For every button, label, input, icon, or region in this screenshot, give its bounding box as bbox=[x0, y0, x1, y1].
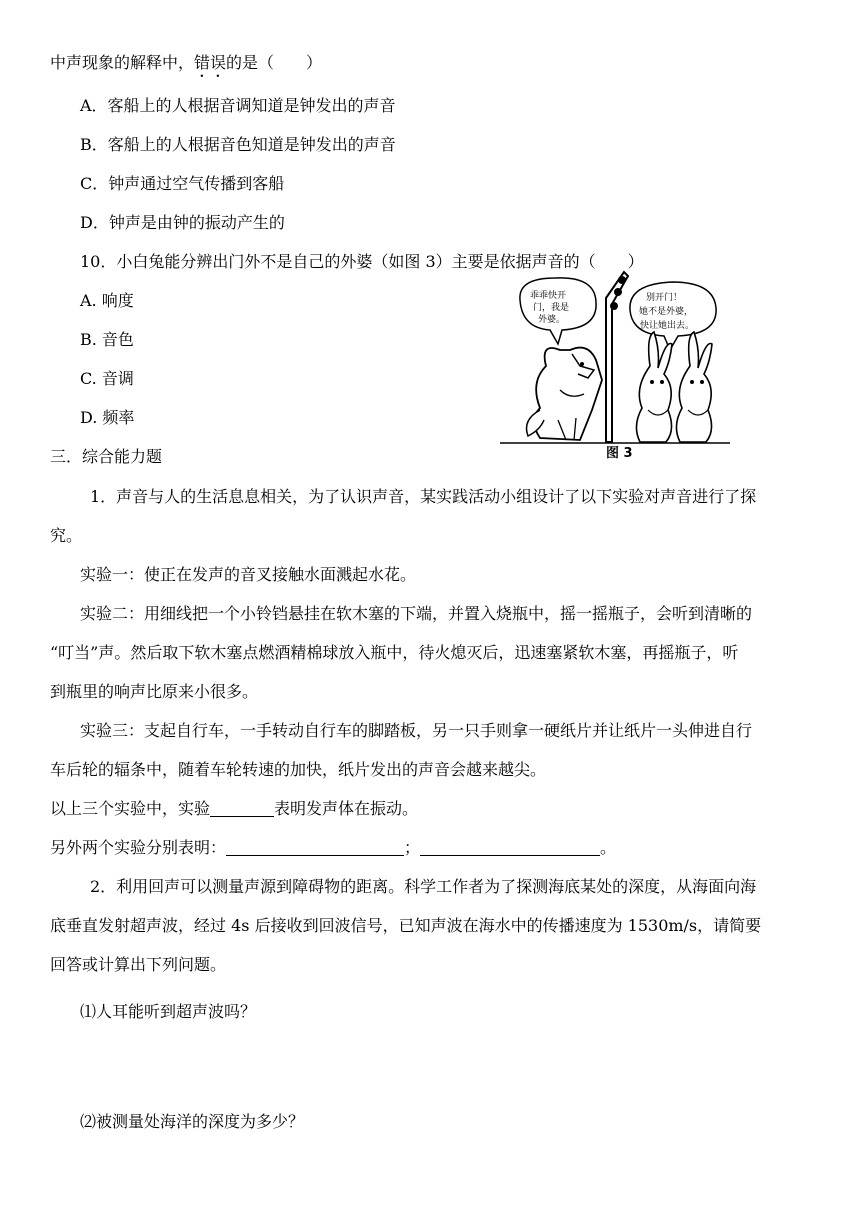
p1-answer-blank-3[interactable] bbox=[420, 839, 600, 856]
p1-experiment-2-line-1: 实验二：用细线把一个小铃铛悬挂在软木塞的下端，并置入烧瓶中，摇一摇瓶子，会听到清晰的 bbox=[80, 604, 753, 623]
p2-intro-line-3: 回答或计算出下列问题。 bbox=[50, 955, 227, 974]
figure-3-illustration bbox=[500, 270, 820, 465]
q9-stem-continued bbox=[50, 52, 322, 81]
q9-emphasis-word: 错误 bbox=[194, 53, 227, 72]
bubble-right-line-2: 她不是外婆， bbox=[639, 307, 694, 317]
p1-intro-line-1: 1．声音与人的生活息息相关，为了认识声音，某实践活动小组设计了以下实验对声音进行了探 bbox=[90, 487, 757, 506]
q10-stem: 10．小白兔能分辨出门外不是自己的外婆（如图 3）主要是依据声音的（ ） bbox=[80, 252, 644, 271]
bubble-left-line-2: 门，我是 bbox=[533, 303, 570, 313]
section-3-heading: 三．综合能力题 bbox=[50, 447, 163, 466]
q9-stem-part-b: 的是（ ） bbox=[226, 53, 323, 72]
p1-experiment-1: 实验一：使正在发声的音叉接触水面溅起水花。 bbox=[80, 565, 417, 584]
q9-option-a: A．客船上的人根据音调知道是钟发出的声音 bbox=[80, 96, 396, 115]
q9-option-c: C．钟声通过空气传播到客船 bbox=[80, 174, 285, 193]
q10-option-c: C. 音调 bbox=[80, 369, 134, 388]
q10-option-b: B. 音色 bbox=[80, 330, 134, 349]
wolf-and-rabbits-drawing bbox=[500, 270, 820, 465]
q10-option-a: A. 响度 bbox=[80, 291, 134, 310]
p1-fill-2-separator: ； bbox=[404, 838, 421, 857]
p1-experiment-3-line-1: 实验三：支起自行车，一手转动自行车的脚踏板，另一只手则拿一硬纸片并让纸片一头伸进自行 bbox=[80, 721, 753, 740]
p1-answer-blank-experiment[interactable] bbox=[210, 800, 274, 817]
p2-intro-line-1: 2．利用回声可以测量声源到障碍物的距离。科学工作者为了探测海底某处的深度，从海面向海 bbox=[90, 877, 757, 896]
p1-fill-line-1 bbox=[50, 798, 418, 820]
figure-3-caption: 图 3 bbox=[606, 446, 633, 461]
p2-sub-question-2: ⑵被测量处海洋的深度为多少？ bbox=[80, 1112, 305, 1131]
bubble-left-line-3: 外婆。 bbox=[538, 315, 566, 325]
bubble-left-line-1: 乖乖快开 bbox=[530, 291, 567, 301]
q10-option-d: D. 频率 bbox=[80, 408, 135, 427]
p2-sub-question-1: ⑴人耳能听到超声波吗？ bbox=[80, 1002, 257, 1021]
p1-fill-1-prefix: 以上三个实验中，实验 bbox=[50, 799, 211, 818]
p1-experiment-2-line-2: “叮当”声。然后取下软木塞点燃酒精棉球放入瓶中，待火熄灭后，迅速塞紧软木塞，再摇瓶子，听 bbox=[50, 643, 739, 662]
p1-fill-2-prefix: 另外两个实验分别表明： bbox=[50, 838, 227, 857]
p1-fill-2-end: 。 bbox=[600, 838, 617, 857]
p1-fill-line-2 bbox=[50, 837, 616, 859]
p1-answer-blank-2[interactable] bbox=[226, 839, 404, 856]
q9-option-b: B．客船上的人根据音色知道是钟发出的声音 bbox=[80, 135, 396, 154]
bubble-right-line-3: 快让她出去。 bbox=[640, 321, 695, 331]
p1-experiment-2-line-3: 到瓶里的响声比原来小很多。 bbox=[50, 682, 259, 701]
q9-option-d: D．钟声是由钟的振动产生的 bbox=[80, 213, 285, 232]
p1-fill-1-suffix: 表明发声体在振动。 bbox=[274, 799, 419, 818]
p1-experiment-3-line-2: 车后轮的辐条中，随着车轮转速的加快，纸片发出的声音会越来越尖。 bbox=[50, 760, 547, 779]
bubble-right-line-1: 别开门！ bbox=[646, 293, 683, 303]
p1-intro-line-2: 究。 bbox=[50, 526, 83, 545]
q9-stem-part-a: 中声现象的解释中， bbox=[50, 53, 195, 72]
p2-intro-line-2: 底垂直发射超声波，经过 4s 后接收到回波信号，已知声波在海水中的传播速度为 1530m/s，请简要 bbox=[50, 916, 762, 935]
